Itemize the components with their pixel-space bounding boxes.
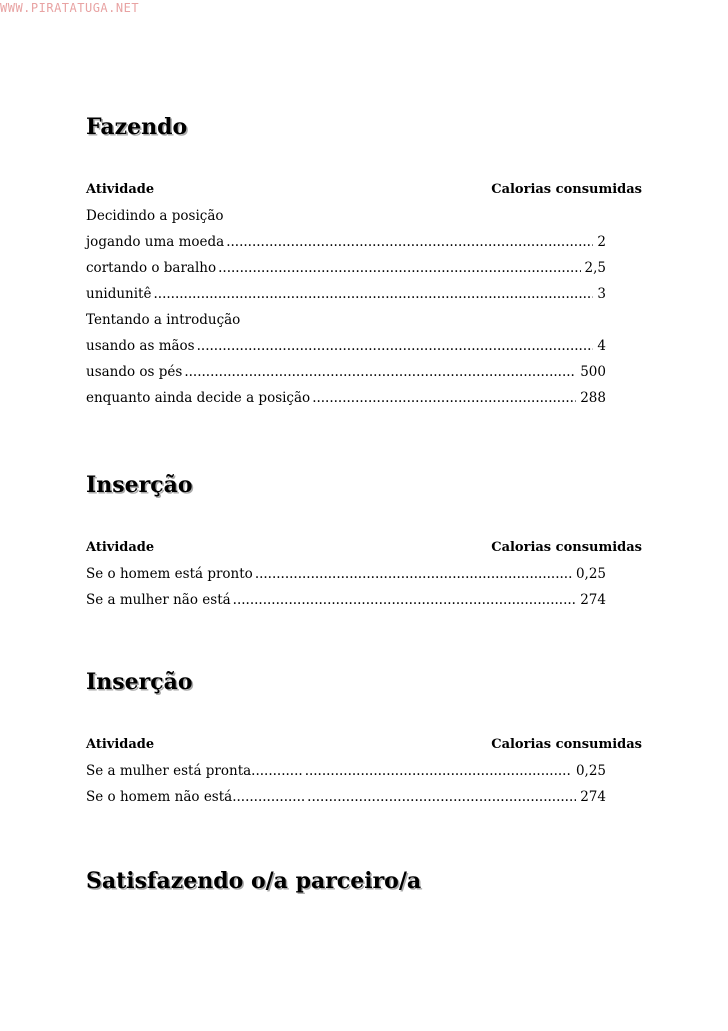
table-row (86, 234, 606, 254)
table-row (86, 566, 606, 586)
row-label: usando as mãos (86, 338, 195, 354)
table-row (86, 260, 606, 280)
group-label: Tentando a introdução (86, 312, 241, 328)
row-label: usando os pés (86, 364, 183, 380)
row-label: jogando uma moeda (86, 234, 225, 250)
table-header (86, 540, 642, 555)
row-value: 0,25 (575, 763, 606, 779)
section-heading: Inserção (86, 472, 193, 498)
row-value: 4 (597, 338, 606, 354)
column-header-calories: Calorias consumidas (491, 737, 642, 752)
table-header (86, 737, 642, 752)
row-label: cortando o baralho (86, 260, 217, 276)
row-value: 274 (580, 592, 606, 608)
column-header-calories: Calorias consumidas (491, 540, 642, 555)
dot-leader (153, 286, 593, 302)
row-label: unidunitê (86, 286, 152, 302)
table-row (86, 286, 606, 306)
watermark: WWW.PIRATATUGA.NET (0, 1, 140, 15)
row-value: 0,25 (575, 566, 606, 582)
row-value: 2,5 (584, 260, 606, 276)
table-row (86, 390, 606, 410)
table-row (86, 763, 606, 783)
group-label: Decidindo a posição (86, 208, 224, 224)
row-value: 288 (580, 390, 606, 406)
section-heading: Inserção (86, 669, 193, 695)
row-label: Se o homem não está................. (86, 789, 306, 805)
row-value: 3 (597, 286, 606, 302)
dot-leader (255, 566, 572, 582)
table-row (86, 338, 606, 358)
row-label: enquanto ainda decide a posição (86, 390, 311, 406)
column-header-activity: Atividade (86, 182, 155, 197)
dot-leader (305, 763, 572, 779)
row-value: 2 (597, 234, 606, 250)
column-header-activity: Atividade (86, 737, 155, 752)
column-header-calories: Calorias consumidas (491, 182, 642, 197)
dot-leader (218, 260, 580, 276)
table-row (86, 592, 606, 612)
dot-leader (307, 789, 576, 805)
row-label: Se o homem está pronto (86, 566, 253, 582)
column-header-activity: Atividade (86, 540, 155, 555)
section-heading: Satisfazendo o/a parceiro/a (86, 868, 422, 894)
dot-leader (226, 234, 593, 250)
row-label: Se a mulher está pronta............ (86, 763, 303, 779)
table-header (86, 182, 642, 197)
table-row (86, 364, 606, 384)
section-heading: Fazendo (86, 114, 188, 140)
table-row (86, 789, 606, 809)
dot-leader (312, 390, 576, 406)
dot-leader (233, 592, 577, 608)
row-value: 274 (580, 789, 606, 805)
dot-leader (197, 338, 594, 354)
row-label: Se a mulher não está (86, 592, 231, 608)
dot-leader (184, 364, 576, 380)
row-value: 500 (580, 364, 606, 380)
